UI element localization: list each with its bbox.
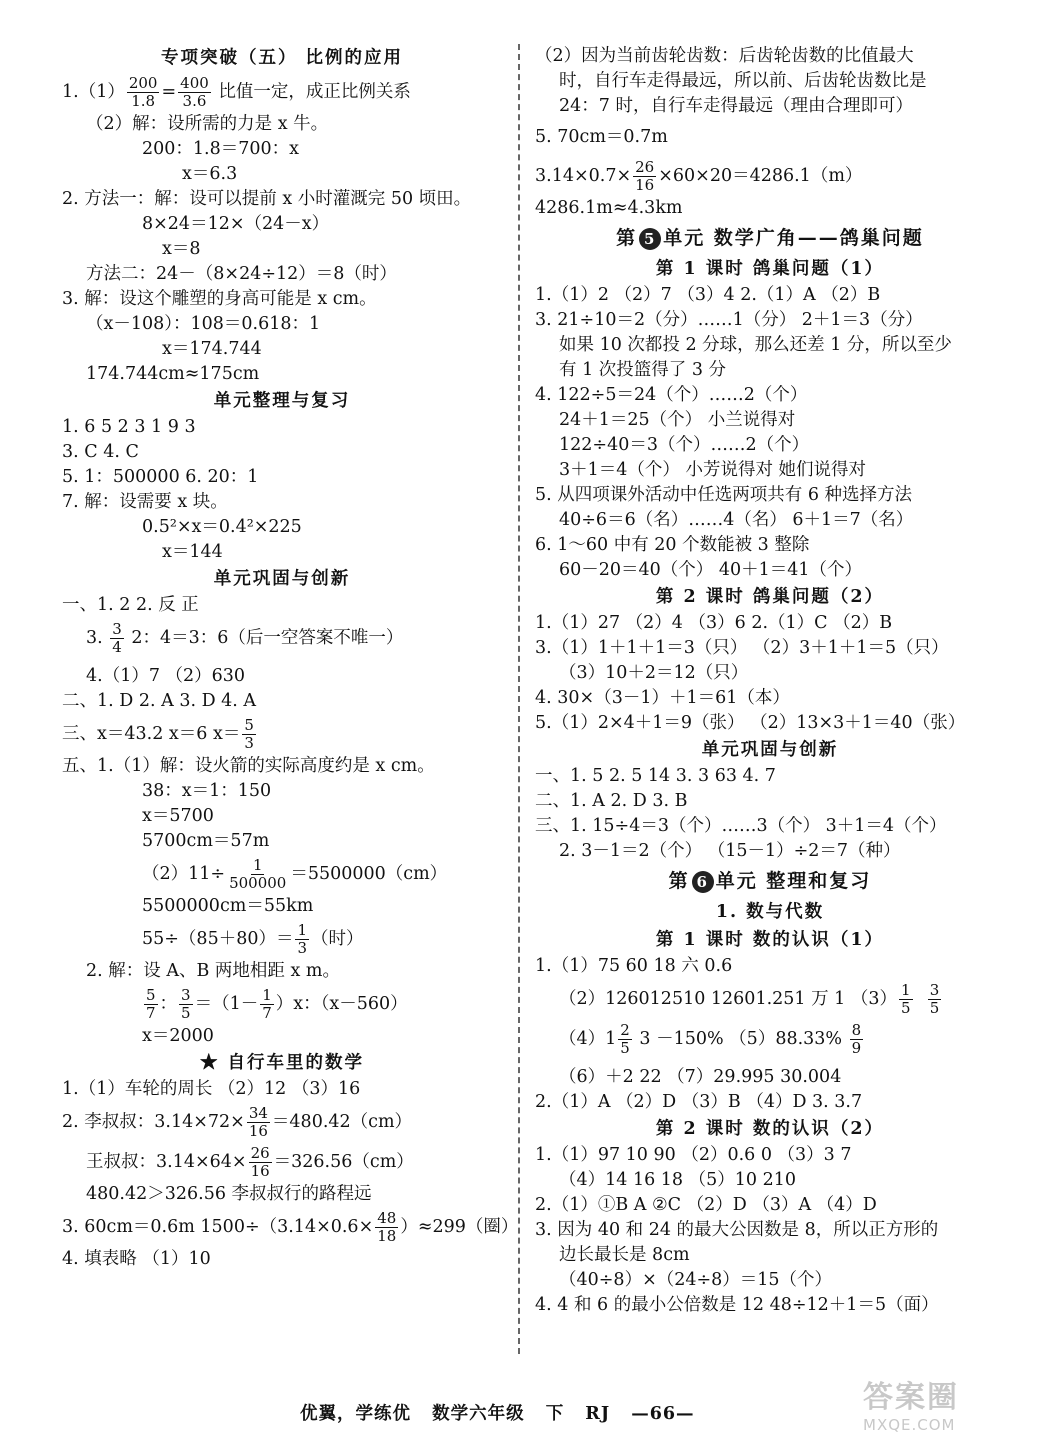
answer-line: （4）14 16 18 （5）10 210 — [559, 1170, 796, 1190]
fraction: $\frac{3}{5}$ — [929, 981, 940, 1017]
answer-line: $\frac{5}{7}$ ： $\frac{3}{5}$ ＝（1－ $\frac{1}{7}$ ）x：（x－560） — [146, 986, 408, 1022]
fraction: $\frac{8}{9}$ — [851, 1021, 862, 1057]
answer-line: 三、x＝43.2 x＝6 x＝ $\frac{5}{3}$ — [62, 716, 254, 752]
answer-line: 有 1 次投篮得了 3 分 — [559, 360, 727, 380]
answer-line: x＝5700 — [142, 806, 214, 826]
answer-line: 55÷（85＋80）＝ $\frac{1}{3}$ （时） — [142, 921, 364, 957]
left-column — [62, 44, 519, 1272]
answer-line: 5. 1：500000 6. 20：1 — [62, 467, 259, 487]
answer-line: 1.（1）2 （2）7 （3）4 2.（1）A （2）B — [535, 285, 881, 305]
answer-line: 方法二：24－（8×24÷12）＝8（时） — [86, 264, 397, 284]
answer-line: 3. $\frac{3}{4}$ 2：4＝3：6（后一空答案不唯一） — [86, 620, 404, 656]
footer-brand: 优翼，学练优 — [300, 1404, 411, 1424]
answer-line: x＝174.744 — [162, 339, 262, 359]
section-title-unit-review: 单元整理与复习 — [213, 391, 351, 411]
answer-line: 二、1. D 2. A 3. D 4. A — [62, 691, 257, 711]
answer-line: 边长最长是 8cm — [559, 1245, 690, 1265]
unit-number-badge: 6 — [692, 871, 714, 893]
answer-line: 3.（1）1＋1＋1＝3（只） （2）3＋1＋1＝5（只） — [535, 638, 949, 658]
watermark-text: 答案圈 — [863, 1380, 959, 1415]
answer-line: x＝8 — [162, 239, 201, 259]
lesson-title: 第 1 课时 数的认识（1） — [655, 930, 885, 950]
answer-line: 6. 1～60 中有 20 个数能被 3 整除 — [535, 535, 810, 555]
answer-line: 1.（1）75 60 18 六 0.6 — [535, 956, 733, 976]
answer-line: 480.42＞326.56 李叔叔行的路程远 — [86, 1184, 372, 1204]
answer-line: 0.5²×x＝0.4²×225 — [142, 517, 302, 537]
answer-line: 4. 30×（3－1）＋1＝61（本） — [535, 688, 790, 708]
answer-line: 2. 方法一：解：设可以提前 x 小时灌溉完 50 顷田。 — [62, 189, 472, 209]
answer-line: 3. 解：设这个雕塑的身高可能是 x cm。 — [62, 289, 377, 309]
answer-line: 王叔叔：3.14×64× $\frac{26}{16}$ ＝326.56（cm） — [86, 1144, 414, 1180]
footer-edition: RJ — [585, 1404, 611, 1424]
fraction: $\frac{5}{3}$ — [244, 716, 254, 752]
fraction: $\frac{1}{3}$ — [297, 921, 308, 957]
answer-line: 一、1. 5 2. 5 14 3. 3 63 4. 7 — [535, 766, 776, 786]
answer-line: 5.（1）2×4＋1＝9（张） （2）13×3＋1＝40（张） — [535, 713, 966, 733]
answer-line: 2. 李叔叔：3.14×72× $\frac{34}{16}$ ＝480.42（cm） — [62, 1104, 413, 1140]
section-title-bicycle-math: ★ 自行车里的数学 — [199, 1053, 365, 1073]
answer-line: （x－108）：108＝0.618：1 — [86, 314, 321, 334]
answer-line: 5. 70cm＝0.7m — [535, 127, 668, 147]
answer-line: 2.（1）A （2）D （3）B （4）D 3. 3.7 — [535, 1092, 863, 1112]
unit-6-heading: 第 6 单元 整理和复习 — [668, 870, 872, 892]
answer-line: 3.14×0.7× $\frac{26}{16}$ ×60×20＝4286.1（m） — [535, 158, 863, 194]
answer-line: 200：1.8＝700：x — [142, 139, 300, 159]
answer-line: 五、1.（1）解：设火箭的实际高度约是 x cm。 — [62, 756, 435, 776]
footer-term: 下 — [545, 1404, 565, 1424]
answer-line: 122÷40＝3（个）……2（个） — [559, 435, 810, 455]
answer-line: 174.744cm≈175cm — [86, 364, 260, 384]
answer-line: x＝2000 — [142, 1026, 214, 1046]
answer-line: 5500000cm＝55km — [142, 896, 314, 916]
unit-5-heading: 第 5 单元 数学广角——鸽巢问题 — [616, 227, 924, 249]
answer-line: x＝144 — [162, 542, 223, 562]
answer-line: 如果 10 次都投 2 分球，那么还差 1 分，所以至少 — [559, 335, 952, 355]
answer-line: 3. C 4. C — [62, 442, 139, 462]
fraction: $\frac{2}{5}$ — [620, 1021, 630, 1057]
answer-line: 4286.1m≈4.3km — [535, 198, 683, 218]
fraction: $\frac{3}{4}$ — [112, 620, 122, 656]
answer-line: 1.（1）27 （2）4 （3）6 2.（1）C （2）B — [535, 613, 893, 633]
fraction: $\frac{34}{16}$ — [248, 1104, 268, 1140]
answer-line: 24：7 时，自行车走得最远（理由合理即可） — [559, 96, 913, 116]
answer-line: 4. 122÷5＝24（个）……2（个） — [535, 385, 808, 405]
section-title-proportion-application: 专项突破（五） 比例的应用 — [160, 48, 404, 68]
fraction: $\frac{26}{16}$ — [635, 158, 655, 194]
lesson-title: 第 2 课时 数的认识（2） — [655, 1119, 885, 1139]
answer-line: 时，自行车走得最远，所以前、后齿轮齿数比是 — [559, 71, 927, 91]
answer-line: 3. 因为 40 和 24 的最大公因数是 8，所以正方形的 — [535, 1220, 939, 1240]
answer-line: 1.（1） $\frac{200}{1.8}$ = $\frac{400}{3.6}$ 比值一定，成正比例关系 — [62, 74, 411, 110]
fraction: $\frac{26}{16}$ — [250, 1144, 270, 1180]
answer-line: 1. 6 5 2 3 1 9 3 — [62, 417, 196, 437]
answer-line: 4. 填表略 （1）10 — [62, 1249, 211, 1269]
answer-line: 40÷6＝6（名）……4（名） 6＋1＝7（名） — [559, 510, 914, 530]
answer-line: 24＋1＝25（个） 小兰说得对 — [559, 410, 796, 430]
page-number: —66— — [631, 1404, 695, 1424]
footer-subject: 数学六年级 — [432, 1404, 525, 1424]
answer-line: 5700cm＝57m — [142, 831, 270, 851]
answer-line: 3＋1＝4（个） 小芳说得对 她们说得对 — [559, 460, 867, 480]
answer-line: （40÷8）×（24÷8）＝15（个） — [559, 1270, 833, 1290]
answer-line: 8×24＝12×（24－x） — [142, 214, 330, 234]
unit-number-badge: 5 — [639, 228, 661, 250]
fraction: $\frac{400}{3.6}$ — [180, 74, 209, 110]
answer-line: 7. 解：设需要 x 块。 — [62, 492, 228, 512]
answer-line: 二、1. A 2. D 3. B — [535, 791, 688, 811]
answer-line: 三、1. 15÷4＝3（个）……3（个） 3＋1＝4（个） — [535, 816, 947, 836]
subsection-title: 1. 数与代数 — [715, 902, 825, 922]
watermark-url: MXQE.COM — [863, 1416, 956, 1434]
watermark — [863, 1372, 1023, 1442]
answer-line: 1.（1）97 10 90 （2）0.6 0 （3）3 7 — [535, 1145, 852, 1165]
answer-line: x＝6.3 — [182, 164, 238, 184]
answer-line: 一、1. 2 2. 反 正 — [62, 595, 199, 615]
section-title-unit-consolidation: 单元巩固与创新 — [701, 740, 839, 760]
answer-line: 2. 解：设 A、B 两地相距 x m。 — [86, 961, 340, 981]
section-title-unit-consolidation: 单元巩固与创新 — [213, 569, 351, 589]
answer-line: 1.（1）车轮的周长 （2）12 （3）16 — [62, 1079, 361, 1099]
fraction: $\frac{5}{7}$ — [146, 986, 156, 1022]
answer-line: （3）10＋2＝12（只） — [559, 663, 749, 683]
lesson-title: 第 1 课时 鸽巢问题（1） — [655, 259, 885, 279]
page-footer — [300, 1400, 820, 1425]
answer-line: 4. 4 和 6 的最小公倍数是 12 48÷12＋1＝5（面） — [535, 1295, 939, 1315]
answer-line: 60－20＝40（个） 40＋1＝41（个） — [559, 560, 863, 580]
lesson-title: 第 2 课时 鸽巢问题（2） — [655, 587, 885, 607]
fraction: $\frac{48}{18}$ — [377, 1209, 397, 1245]
answer-line: 2. 3－1＝2（个） （15－1）÷2＝7（种） — [559, 841, 901, 861]
answer-line: （4）1 $\frac{2}{5}$ 3 －150% （5）88.33% $\frac{8}{9}$ — [559, 1021, 862, 1057]
answer-line: 3. 21÷10＝2（分）……1（分） 2＋1＝3（分） — [535, 310, 923, 330]
answer-line: （2）解：设所需的力是 x 牛。 — [86, 114, 329, 134]
answer-line: 4.（1）7 （2）630 — [86, 666, 246, 686]
answer-line: （2）11÷ $\frac{1}{500000}$ ＝5500000（cm） — [142, 856, 448, 892]
answer-line: （2）因为当前齿轮齿数：后齿轮齿数的比值最大 — [535, 46, 914, 66]
answer-line: 2.（1）①B A ②C （2）D （3）A （4）D — [535, 1195, 877, 1215]
answer-line: 38：x＝1：150 — [142, 781, 272, 801]
fraction: $\frac{1}{5}$ — [901, 981, 911, 1017]
right-column — [535, 44, 1005, 1318]
column-divider — [518, 44, 520, 1354]
answer-line: （6）＋2 22 （7）29.995 30.004 — [559, 1067, 842, 1087]
fraction: $\frac{1}{500000}$ — [229, 856, 287, 892]
answer-line: 5. 从四项课外活动中任选两项共有 6 种选择方法 — [535, 485, 913, 505]
answer-line: （2）126012510 12601.251 万 1 （3） $\frac{1}{5}$ $\frac{3}{5}$ — [559, 981, 940, 1017]
answer-line: 3. 60cm＝0.6m 1500÷（3.14×0.6× $\frac{48}{18}$ ）≈299（圈） — [62, 1209, 519, 1245]
fraction: $\frac{3}{5}$ — [181, 986, 191, 1022]
fraction: $\frac{1}{7}$ — [262, 986, 272, 1022]
fraction: $\frac{200}{1.8}$ — [128, 74, 158, 110]
